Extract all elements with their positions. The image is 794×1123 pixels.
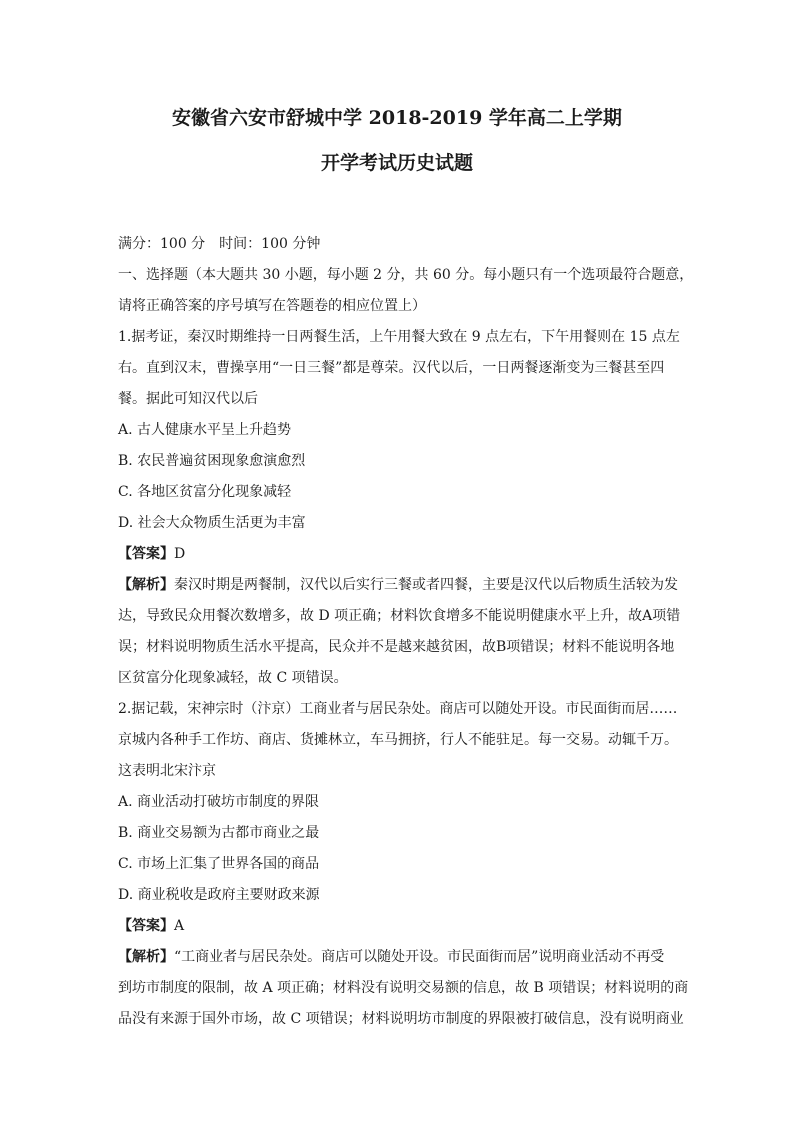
analysis-line: 到坊市制度的限制，故 A 项正确；材料没有说明交易额的信息，故 B 项错误；材料说明的商: [118, 980, 689, 996]
question-stem-line: 餐。据此可知汉代以后: [118, 391, 258, 407]
option-c: C. 各地区贫富分化现象减轻: [118, 484, 292, 500]
analysis-line: 区贫富分化现象减轻，故 C 项错误。: [118, 670, 348, 686]
analysis-text: “工商业者与居民杂处。商店可以随处开设。市民面街而居”说明商业活动不再受: [174, 949, 665, 965]
question-stem-line: 京城内各种手工作坊、商店、货摊林立，车马拥挤，行人不能驻足。每一交易。动辄千万。: [118, 732, 678, 748]
answer-label: 【答案】: [118, 918, 174, 934]
option-c: C. 市场上汇集了世界各国的商品: [118, 856, 320, 872]
answer-line: [118, 911, 676, 942]
analysis-line: [118, 570, 676, 601]
option-d: D. 社会大众物质生活更为丰富: [118, 515, 306, 531]
question-1: [118, 322, 681, 694]
question-stem-line: 1.据考证，秦汉时期维持一日两餐生活，上午用餐大致在 9 点左右，下午用餐则在 15 点左: [118, 329, 680, 345]
exam-body: [118, 229, 694, 1035]
answer-line: [118, 539, 676, 570]
answer-value: D: [174, 546, 186, 562]
section-instruction-line1: 一、选择题（本大题共 30 小题，每小题 2 分，共 60 分。每小题只有一个选项最符合题意，: [118, 267, 694, 283]
answer-label: 【答案】: [118, 546, 174, 562]
analysis-line: 品没有来源于国外市场，故 C 项错误；材料说明坊市制度的界限被打破信息，没有说明商业: [118, 1011, 684, 1027]
analysis-label: 【解析】: [118, 577, 174, 593]
question-2: [118, 694, 689, 1035]
section-instruction-line2: 请将正确答案的序号填写在答题卷的相应位置上）: [118, 298, 426, 314]
analysis-text: 秦汉时期是两餐制，汉代以后实行三餐或者四餐，主要是汉代以后物质生活较为发: [174, 577, 678, 593]
analysis-line: 误；材料说明物质生活水平提高，民众并不是越来越贫困，故B项错误；材料不能说明各地: [118, 639, 675, 655]
analysis-line: [118, 942, 676, 973]
option-d: D. 商业税收是政府主要财政来源: [118, 887, 320, 903]
question-stem-line: 2.据记载，宋神宗时（汴京）工商业者与居民杂处。商店可以随处开设。市民面街而居……: [118, 701, 678, 717]
answer-value: A: [174, 918, 185, 934]
option-a: A. 古人健康水平呈上升趋势: [118, 422, 292, 438]
option-b: B. 农民普遍贫困现象愈演愈烈: [118, 453, 306, 469]
exam-title-line1: 安徽省六安市舒城中学 2018-2019 学年高二上学期: [172, 107, 622, 129]
exam-title-line2: 开学考试历史试题: [320, 152, 473, 174]
question-stem-line: 这表明北宋汴京: [118, 763, 216, 779]
analysis-line: 达，导致民众用餐次数增多，故 D 项正确；材料饮食增多不能说明健康水平上升，故A项错: [118, 608, 681, 624]
question-stem-line: 右。直到汉末，曹操享用“一日三餐”都是尊荣。汉代以后，一日两餐逐渐变为三餐甚至四: [118, 360, 665, 376]
exam-meta: 满分：100 分 时间：100 分钟: [118, 236, 321, 252]
option-a: A. 商业活动打破坊市制度的界限: [118, 794, 320, 810]
option-b: B. 商业交易额为古都市商业之最: [118, 825, 320, 841]
analysis-label: 【解析】: [118, 949, 174, 965]
